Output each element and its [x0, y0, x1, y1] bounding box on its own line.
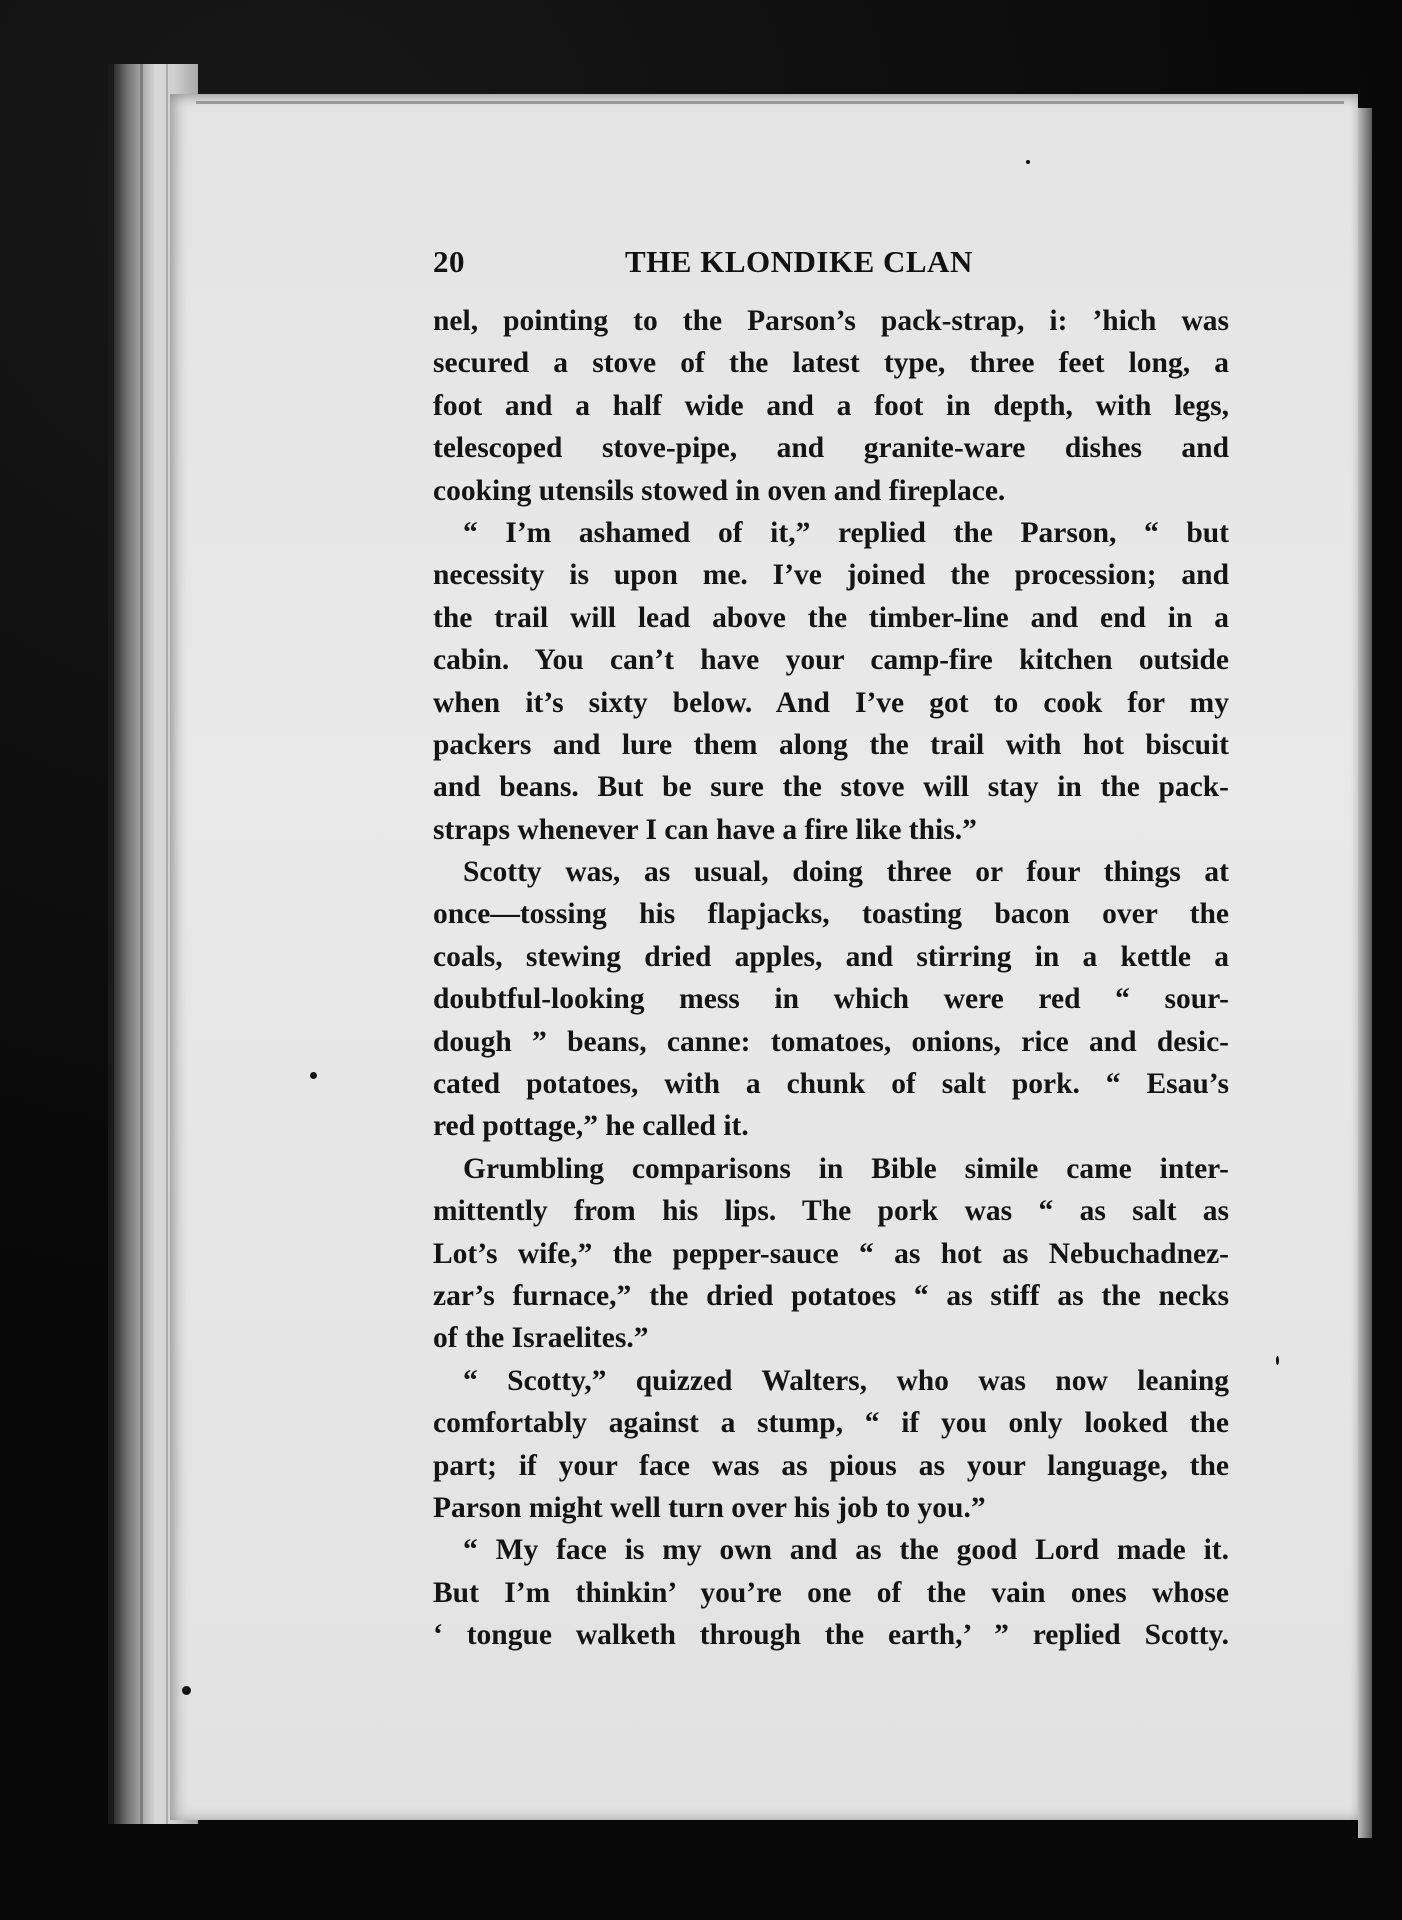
scan-speck: [182, 1686, 191, 1695]
scan-speck: [310, 1072, 317, 1079]
page-number: 20: [433, 244, 465, 279]
scan-speck: [1276, 1356, 1279, 1365]
page-header: [433, 244, 1233, 288]
text-line: “ My face is my own and as the good Lord made it.: [463, 1534, 1229, 1567]
text-line: ‘ tongue walketh through the earth,’ ” replied Scotty.: [433, 1619, 1229, 1652]
text-line: comfortably against a stump, “ if you only looked the: [433, 1407, 1229, 1440]
text-line: Lot’s wife,” the pepper-sauce “ as hot as Nebuchadnez-: [433, 1237, 1229, 1270]
running-title: THE KLONDIKE CLAN: [625, 244, 973, 279]
text-line: once—tossing his flapjacks, toasting bacon over the: [433, 898, 1229, 931]
text-line: the trail will lead above the timber-line and end in a: [433, 601, 1229, 634]
text-line: packers and lure them along the trail with hot biscuit: [433, 728, 1229, 761]
text-line: coals, stewing dried apples, and stirring in a kettle a: [433, 940, 1229, 973]
text-line: when it’s sixty below. And I’ve got to cook for my: [433, 686, 1229, 719]
text-line: necessity is upon me. I’ve joined the procession; and: [433, 559, 1229, 592]
text-line: “ I’m ashamed of it,” replied the Parson, “ but: [463, 516, 1229, 549]
text-line: mittently from his lips. The pork was “ as salt as: [433, 1195, 1229, 1228]
text-line: part; if your face was as pious as your language, the: [433, 1449, 1229, 1482]
text-line: Parson might well turn over his job to you.”: [433, 1491, 986, 1524]
page-top-edge: [196, 101, 1344, 104]
body-text: [433, 300, 1229, 1657]
page-right-edge: [1358, 108, 1372, 1838]
text-line: secured a stove of the latest type, three feet long, a: [433, 347, 1229, 380]
text-line: foot and a half wide and a foot in depth, with legs,: [433, 389, 1229, 422]
text-line: telescoped stove-pipe, and granite-ware dishes and: [433, 432, 1229, 465]
text-line: cabin. You can’t have your camp-fire kitchen outside: [433, 644, 1229, 677]
text-line: Scotty was, as usual, doing three or four things at: [463, 856, 1229, 889]
text-line: doubtful-looking mess in which were red “ sour-: [433, 983, 1229, 1016]
text-line: zar’s furnace,” the dried potatoes “ as stiff as the necks: [433, 1279, 1229, 1312]
scan-speck: [1026, 160, 1030, 164]
text-line: “ Scotty,” quizzed Walters, who was now leaning: [463, 1364, 1229, 1397]
text-line: cooking utensils stowed in oven and fireplace.: [433, 474, 1006, 507]
text-line: Grumbling comparisons in Bible simile came inter-: [463, 1152, 1229, 1185]
text-line: straps whenever I can have a fire like this.”: [433, 813, 977, 846]
text-line: nel, pointing to the Parson’s pack-strap, i: ’hich was: [433, 305, 1229, 337]
text-line: dough ” beans, canne: tomatoes, onions, rice and desic-: [433, 1025, 1229, 1058]
text-line: But I’m thinkin’ you’re one of the vain ones whose: [433, 1576, 1229, 1609]
text-line: cated potatoes, with a chunk of salt pork. “ Esau’s: [433, 1068, 1229, 1101]
text-line: of the Israelites.”: [433, 1322, 649, 1355]
text-line: and beans. But be sure the stove will stay in the pack-: [433, 771, 1229, 804]
text-line: red pottage,” he called it.: [433, 1110, 749, 1143]
